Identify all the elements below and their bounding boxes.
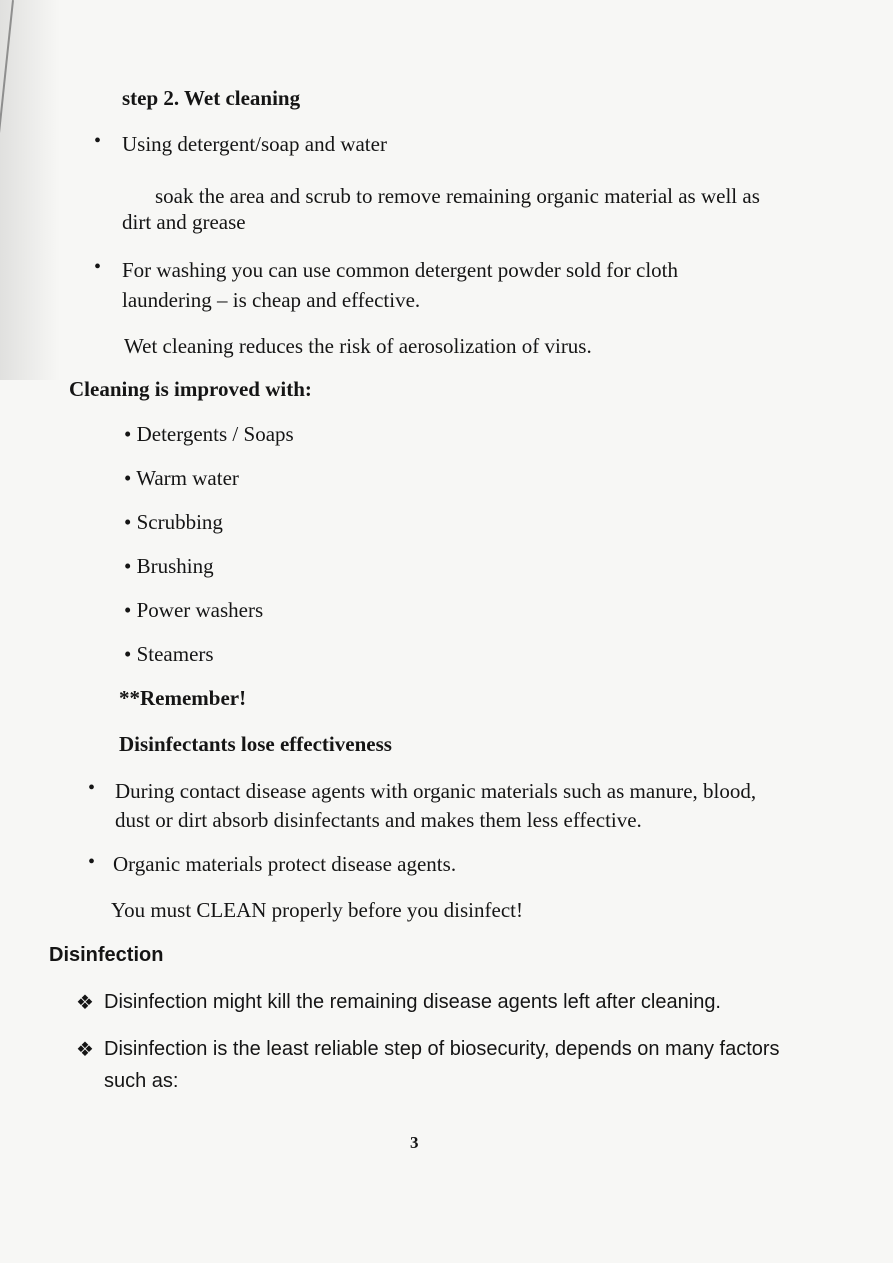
diamond-bullet-icon: ❖ — [76, 990, 94, 1014]
improved-item: • Detergents / Soaps — [124, 422, 294, 446]
improved-item: • Steamers — [124, 642, 214, 666]
diamond-bullet-icon: ❖ — [76, 1037, 94, 1061]
disinfection-item-2-line-1: Disinfection is the least reliable step of biosecurity, depends on many factors — [104, 1038, 780, 1060]
step-para-line-2: dirt and grease — [122, 210, 246, 234]
improved-item: • Brushing — [124, 554, 214, 578]
improved-item: • Scrubbing — [124, 510, 223, 534]
step-note: Wet cleaning reduces the risk of aerosolization of virus. — [124, 334, 592, 358]
bullet-glyph: • — [94, 256, 102, 278]
remember-note: You must CLEAN properly before you disinfect! — [111, 898, 523, 922]
remember-subtitle: Disinfectants lose effectiveness — [119, 732, 392, 756]
scan-shadow — [0, 0, 60, 380]
remember-bullet-1-line-2: dust or dirt absorb disinfectants and makes them less effective. — [115, 808, 642, 832]
improved-item: • Warm water — [124, 466, 239, 490]
disinfection-item-2-line-2: such as: — [104, 1070, 179, 1092]
bullet-glyph: • — [88, 777, 96, 799]
bullet-glyph: • — [88, 851, 96, 873]
remember-bullet-2: Organic materials protect disease agents. — [113, 852, 457, 876]
disinfection-heading: Disinfection — [49, 944, 164, 966]
step-heading: step 2. Wet cleaning — [122, 86, 301, 110]
disinfection-item-1: Disinfection might kill the remaining disease agents left after cleaning. — [104, 991, 721, 1013]
step-para-line-1: soak the area and scrub to remove remaining organic material as well as — [155, 184, 760, 208]
step-bullet-2-line-2: laundering – is cheap and effective. — [122, 288, 421, 312]
step-bullet-2-line-1: For washing you can use common detergent powder sold for cloth — [122, 258, 678, 282]
remember-title: **Remember! — [119, 686, 247, 710]
page-number: 3 — [410, 1133, 419, 1152]
improved-heading: Cleaning is improved with: — [69, 377, 312, 401]
remember-bullet-1-line-1: During contact disease agents with organic materials such as manure, blood, — [115, 779, 757, 803]
bullet-glyph: • — [94, 130, 102, 152]
step-bullet-1: Using detergent/soap and water — [122, 132, 387, 156]
improved-item: • Power washers — [124, 598, 264, 622]
